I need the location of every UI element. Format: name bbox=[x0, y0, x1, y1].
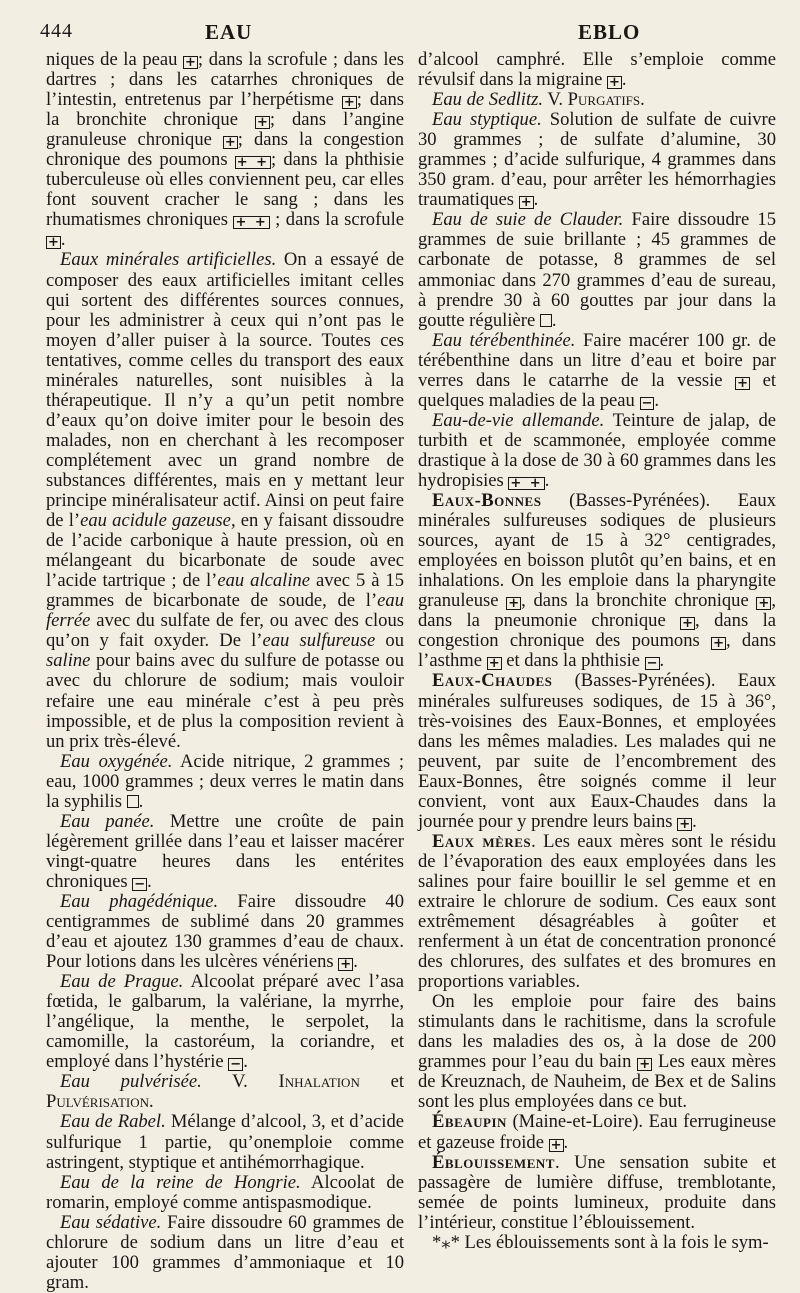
entry-eaux-meres bbox=[418, 832, 776, 992]
entry-title: Eau panée. bbox=[60, 810, 155, 832]
text-run: et dans la phthisie bbox=[501, 650, 645, 672]
cross-reference: Inhalation bbox=[278, 1071, 360, 1093]
entry-eau-panee bbox=[46, 812, 404, 892]
running-header bbox=[0, 0, 800, 52]
text-run: . bbox=[692, 810, 697, 832]
text-run: V. bbox=[201, 1071, 279, 1093]
entry-eau-de-vie-allemande bbox=[418, 411, 776, 491]
text-run: V. bbox=[543, 89, 568, 111]
headword: Éblouissement bbox=[432, 1151, 555, 1173]
entry-eau-de-suie-de-clauder bbox=[418, 210, 776, 330]
text-run: . Les eaux mères sont le résidu de l’évaporation des eaux employées dans les salines pour faire bouillir le sel gemme et en extraire le chlorure de sodium. Ces eaux sont extrêmement désagréables à goûter et renferment à un état de concentration prononcé des chlorures, des sulfates et des bromures en proportions variables. bbox=[418, 830, 776, 993]
text-run: , en y faisant dissoudre de l’acide carbonique à haute pression, où en mélangeant du bicarbonate de soude avec l’acide tartrique ; de l’ bbox=[46, 510, 405, 592]
text-run: eau alcaline bbox=[217, 570, 311, 592]
headword: Eaux-Bonnes bbox=[432, 490, 542, 512]
entry-eau-phagedenique bbox=[46, 892, 404, 972]
text-run: . bbox=[621, 69, 627, 91]
asterism-mark: *⁎* bbox=[432, 1231, 460, 1253]
text-run: eau sulfureuse bbox=[262, 630, 376, 652]
text-run: (Basses-Pyrénées). Eaux minérales sulfureuses sodiques de plusieurs sources, ayant de 15 à 32° centigrades, employées en boisson plutôt qu’en bains, et en inhalations. On les emploie dans la pharyngite granuleuse bbox=[418, 490, 776, 612]
text-run: ou bbox=[375, 630, 404, 652]
text-run: . bbox=[544, 469, 550, 491]
entry-eau-styptique bbox=[418, 110, 776, 210]
text-run: . bbox=[149, 1091, 154, 1113]
plus-symbol: + bbox=[488, 656, 500, 672]
entry-title: Eau sédative. bbox=[60, 1211, 162, 1233]
entry-eaux-bonnes bbox=[418, 491, 776, 671]
text-run: eau ferrée bbox=[46, 590, 404, 632]
text-run: d’alcool camphré. Elle s’emploie comme révulsif dans la migraine bbox=[418, 49, 776, 91]
plus-symbol: + bbox=[639, 1057, 651, 1073]
entry-title: Eau oxygénée. bbox=[60, 750, 173, 772]
text-run: Mélange d’alcool, 3, et d’acide sulfurique 1 partie, qu’onemploie comme astringent, styptique et antihémorrhagique. bbox=[46, 1111, 404, 1173]
plus-symbol: + bbox=[520, 195, 532, 211]
entry-eblouissement-note bbox=[418, 1233, 776, 1253]
left-column bbox=[46, 50, 404, 1293]
text-run: avec 5 à 15 grammes de bicarbonate de soude, de l’ bbox=[46, 570, 405, 612]
text-run: Faire dissoudre 40 centigrammes de sublimé dans 20 grammes d’eau et ajoutez 130 grammes d’eau de chaux. Pour lotions dans les ulcères vénériens bbox=[46, 890, 404, 973]
text-run: , dans la congestion chronique des poumons bbox=[418, 610, 777, 652]
text-run: . bbox=[147, 870, 152, 892]
entry-eau-pulverisee bbox=[46, 1072, 404, 1112]
empty-symbol bbox=[127, 795, 139, 808]
text-run: Les éblouissements sont à la fois le sym- bbox=[459, 1231, 769, 1253]
entry-eaux-meres-usage bbox=[418, 992, 776, 1112]
text-run: . bbox=[243, 1051, 248, 1073]
entry-eau-de-rabel bbox=[46, 1112, 404, 1172]
text-run: Faire dissoudre 15 grammes de suie brillante ; 45 grammes de carbonate de potasse, 8 grammes de sel ammoniac dans 270 grammes d’eau de sureau, à prendre 30 à 60 gouttes par jour dans la goutte régulière bbox=[418, 209, 776, 331]
empty-symbol bbox=[540, 314, 552, 327]
text-run: . bbox=[138, 790, 144, 812]
plus-symbol: + bbox=[713, 636, 724, 652]
text-run: . bbox=[654, 389, 660, 411]
minus-symbol: − bbox=[230, 1057, 242, 1073]
minus-symbol: − bbox=[134, 876, 146, 892]
minus-symbol: − bbox=[646, 656, 658, 672]
cross-reference: Purgatifs bbox=[567, 89, 641, 111]
text-run: Teinture de jalap, de turbith et de scammonée, employée comme drastique à la dose de 30 à 60 grammes dans les hydropisies bbox=[418, 409, 776, 491]
text-run: Solution de sulfate de cuivre 30 grammes ; de sulfate d’alumine, 30 grammes ; d’acide sulfurique, 4 grammes dans 350 gram. d’eau, pour arrêter les hémorrhagies traumatiques bbox=[418, 109, 776, 211]
text-run: ; dans l’angine granuleuse chronique bbox=[46, 109, 404, 151]
plus-symbol: + bbox=[679, 816, 691, 832]
text-run: , dans l’asthme bbox=[418, 630, 776, 672]
text-run: . bbox=[353, 951, 358, 973]
page-number: 444 bbox=[40, 20, 73, 42]
text-run: avec du sulfate de fer, ou avec des clous qu’on y fait oxyder. De l’ bbox=[46, 610, 404, 652]
text-run: , dans la bronchite chronique bbox=[521, 590, 757, 612]
entry-title: Eaux minérales artificielles. bbox=[60, 249, 277, 271]
text-run: On les emploie pour faire des bains stimulants dans le rachitisme, dans la scrofule dans les maladies des os, à la dose de 200 grammes pour l’eau du bain bbox=[418, 991, 776, 1073]
plus-symbol: + bbox=[256, 115, 268, 131]
plus-symbol: + bbox=[608, 75, 620, 91]
text-run: eau acidule gazeuse bbox=[80, 510, 231, 532]
entry-ebeaupin bbox=[418, 1112, 776, 1152]
entry-eblouissement bbox=[418, 1153, 776, 1233]
text-run: Faire macérer 100 gr. de térébenthine dans un litre d’eau et boire par verres dans le catarrhe de la vessie bbox=[418, 329, 776, 391]
right-running-title: EBLO bbox=[578, 20, 641, 44]
plus-symbol: + bbox=[737, 375, 749, 391]
entry-title: Eau phagédénique. bbox=[60, 890, 219, 912]
text-run: Acide nitrique, 2 grammes ; eau, 1000 grammes ; deux verres le matin dans la syphilis bbox=[46, 750, 404, 812]
plus-symbol: + bbox=[758, 596, 770, 612]
entry-title: Eau pulvérisée. bbox=[60, 1071, 202, 1093]
text-run: . bbox=[659, 650, 665, 672]
double-plus-symbol: + + bbox=[510, 475, 543, 491]
entry-title: Eau de suie de Clauder. bbox=[432, 209, 624, 231]
left-running-title: EAU bbox=[205, 20, 253, 44]
plus-symbol: + bbox=[224, 135, 236, 151]
headword: Eaux-Chaudes bbox=[432, 670, 553, 692]
minus-symbol: − bbox=[641, 395, 653, 411]
entry-title: Eau-de-vie allemande. bbox=[432, 409, 605, 431]
plus-symbol: + bbox=[48, 235, 59, 251]
text-run: ; dans la scrofule bbox=[269, 209, 404, 231]
entry-eau-de-sedlitz bbox=[418, 90, 776, 110]
text-run: Alcoolat de romarin, employé comme antispasmodique. bbox=[46, 1171, 404, 1213]
entry-eau-oxygenee bbox=[46, 752, 404, 812]
entry-title: Eau de Sedlitz. bbox=[432, 89, 544, 111]
entry-title: Eau de Rabel. bbox=[60, 1111, 166, 1133]
entry-title: Eau de Prague. bbox=[60, 971, 184, 993]
text-run: . bbox=[551, 309, 557, 331]
plus-symbol: + bbox=[508, 596, 520, 612]
text-run: . Une sensation subite et passagère de lumière diffuse, tremblotante, semée de points lumineux, produite dans l’intérieur, constitue l’éblouissement. bbox=[418, 1151, 776, 1233]
text-run: et bbox=[359, 1071, 404, 1093]
cross-reference: Pulvérisation bbox=[46, 1091, 150, 1113]
entry-eau-reine-de-hongrie bbox=[46, 1173, 404, 1213]
entry-eaux-chaudes bbox=[418, 671, 776, 831]
entry-eaux-minerales-artificielles bbox=[46, 250, 404, 751]
text-run: On a essayé de composer des eaux artificielles imitant celles qui sortent des différentes sources connues, pour les administrer à ceux qui n’ont pas le moyen d’aller puiser à la source. Toutes ces tentatives, comme celles du transport des eaux minérales naturelles, sont nuisibles à la thérapeutique. Il n’y a qu’un petit nombre d’eaux qu’on doive imiter pour le besoin des malades, non en cherchant à les recomposer complétement avec un grand nombre de substances différentes, mais en y mettant leur principe minéralisateur actif. Ainsi on peut faire de l’ bbox=[46, 249, 404, 532]
text-run: pour bains avec du sulfure de potasse ou avec du chlorure de sodium; mais vouloir refaire une eau minérale c’est à peu près impossible, et de plus la composition revient à un prix très-élevé. bbox=[46, 650, 404, 752]
text-run: ; dans la scrofule ; dans les dartres ; dans les catarrhes chroniques de l’intestin, entretenus par l’herpétisme bbox=[46, 49, 404, 111]
entry-title: Eau de la reine de Hongrie. bbox=[60, 1171, 301, 1193]
text-run: . bbox=[563, 1131, 569, 1153]
entry-eau-sedative-continued bbox=[418, 50, 776, 90]
text-run: saline bbox=[46, 650, 91, 672]
text-run: Les eaux mères de Kreuznach, de Nauheim, de Bex et de Salins sont les plus employées dans ce but. bbox=[418, 1051, 776, 1113]
text-run: . bbox=[533, 189, 539, 211]
double-plus-symbol: + + bbox=[235, 215, 268, 231]
text-run: et quelques maladies de la peau bbox=[418, 369, 776, 411]
entry-title: Eau térébenthinée. bbox=[432, 329, 576, 351]
plus-symbol: + bbox=[682, 616, 694, 632]
plus-symbol: + bbox=[185, 55, 196, 70]
text-run: niques de la peau bbox=[46, 49, 184, 70]
text-run: Alcoolat préparé avec l’asa fœtida, le galbarum, la valériane, la myrrhe, l’angélique, la menthe, le serpolet, la camomille, la castoréum, la coriandre, et employé dans l’hystérie bbox=[46, 971, 404, 1073]
text-run: Mettre une croûte de pain légèrement grillée dans l’eau et laisser macérer vingt-quatre heures dans les entérites chroniques bbox=[46, 810, 405, 892]
plus-symbol: + bbox=[343, 95, 355, 111]
text-run: (Basses-Pyrénées). Eaux minérales sulfureuses sodiques, de 15 à 36°, très-voisines des Eaux-Bonnes, et employées dans les mêmes maladies. Les malades qui ne peuvent, par suite de l’encombrement des Eaux-Bonnes, être soignés comme il leur convient, vont aux Eaux-Chaudes dans la journée pour y prendre leurs bains bbox=[418, 670, 776, 832]
double-plus-symbol: + + bbox=[236, 155, 270, 171]
text-run: ; dans la congestion chronique des poumons bbox=[46, 129, 405, 171]
headword: Eaux mères bbox=[432, 830, 532, 852]
text-run: ; dans la phthisie tuberculeuse où elles conviennent peu, car elles font souvent cracher le sang ; dans les rhumatismes chroniques bbox=[46, 149, 404, 231]
entry-title: Eau styptique. bbox=[432, 109, 542, 131]
text-run: ; dans la bronchite chronique bbox=[46, 89, 404, 131]
text-run: (Maine-et-Loire). Eau ferrugineuse et gazeuse froide bbox=[418, 1111, 776, 1153]
entry-eau-de-prague bbox=[46, 972, 404, 1072]
text-run: . bbox=[640, 89, 645, 111]
text-run: Faire dissoudre 60 grammes de chlorure de sodium dans un litre d’eau et ajouter 100 grammes d’ammoniaque et 10 gram. bbox=[46, 1211, 404, 1293]
headword: Ébeaupin bbox=[432, 1111, 507, 1133]
entry-eaux-continued bbox=[46, 50, 404, 250]
plus-symbol: + bbox=[550, 1137, 562, 1153]
text-run: . bbox=[60, 229, 66, 251]
entry-eau-sedative bbox=[46, 1213, 404, 1293]
text-run: , dans la pneumonie chronique bbox=[418, 590, 776, 632]
right-column bbox=[418, 50, 776, 1253]
plus-symbol: + bbox=[340, 957, 352, 973]
entry-eau-terebenthinee bbox=[418, 331, 776, 411]
